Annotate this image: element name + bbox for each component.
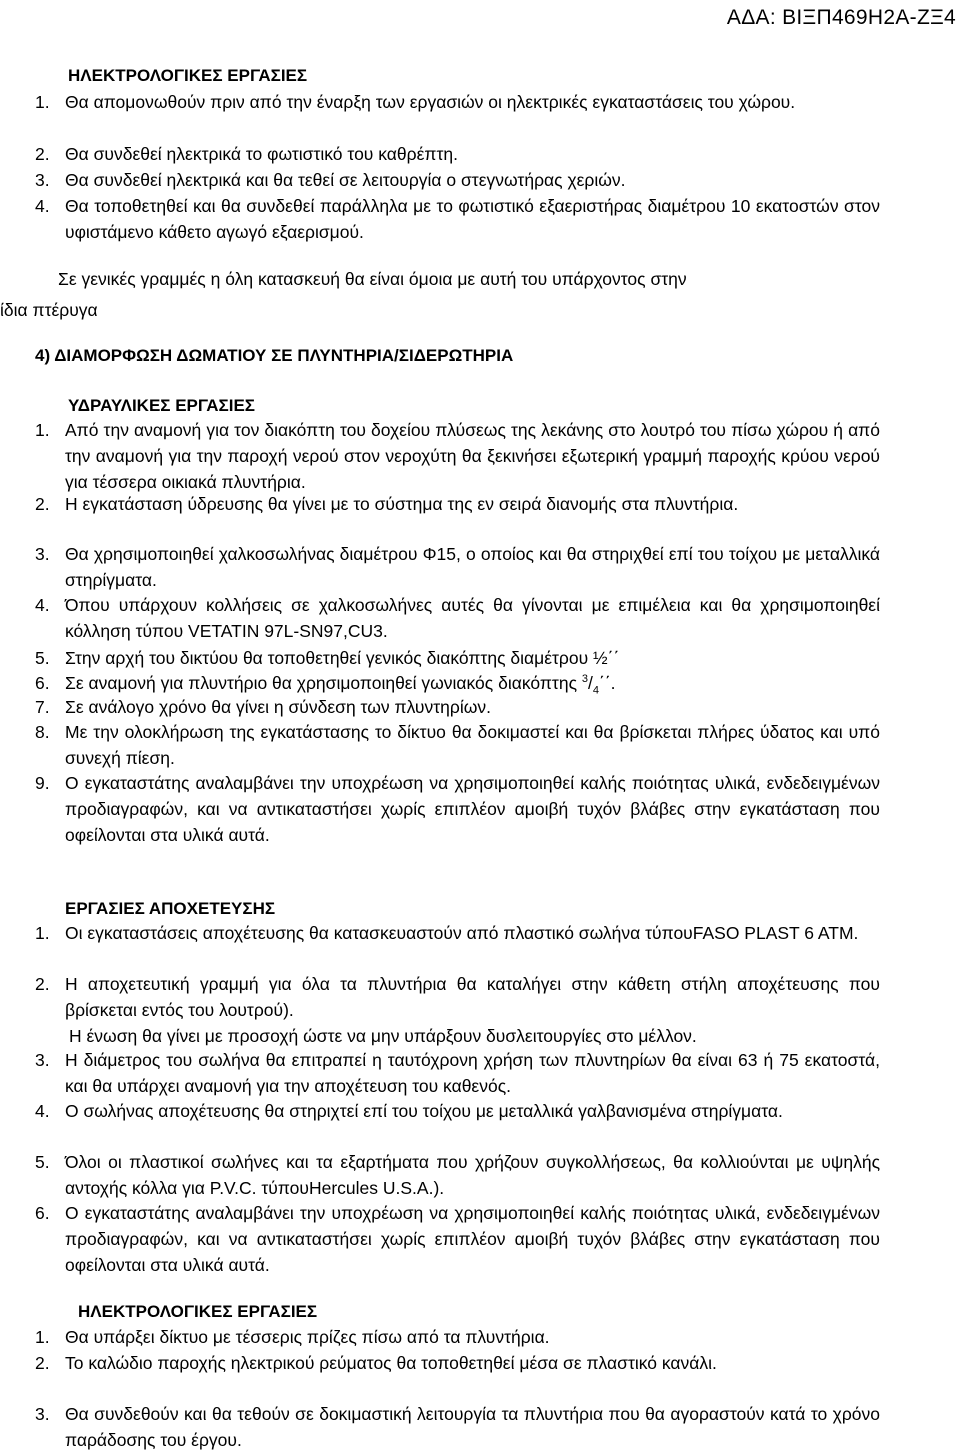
list-item: 5. Όλοι οι πλαστικοί σωλήνες και τα εξαρτήματα που χρήζουν συγκολλήσεως, θα κολλιούνται με υψηλής αντοχής κόλλα για P.V.C. τύπουHercules U.S.A.). <box>35 1152 880 1198</box>
list-item: 3. Θα συνδεθεί ηλεκτρικά και θα τεθεί σε λειτουργία ο στεγνωτήρας χεριών. <box>35 170 626 190</box>
list-item: 1. Οι εγκαταστάσεις αποχέτευσης θα κατασκευαστούν από πλαστικό σωλήνα τύπουFASO PLAST 6 ATM. <box>35 923 859 943</box>
list-item: 3. Η διάμετρος του σωλήνα θα επιτραπεί η ταυτόχρονη χρήση των πλυντηρίων θα είναι 63 ή 75 εκατοστά, και θα υπάρχει αναμονή για την αποχέτευση του καθενός. <box>35 1050 880 1096</box>
heading-plumbing: ΥΔΡΑΥΛΙΚΕΣ ΕΡΓΑΣΙΕΣ <box>68 396 256 415</box>
heading-electrical-2: ΗΛΕΚΤΡΟΛΟΓΙΚΕΣ ΕΡΓΑΣΙΕΣ <box>78 1302 318 1321</box>
list-item: 3. Θα συνδεθούν και θα τεθούν σε δοκιμαστική λειτουργία τα πλυντήρια που θα αγοραστούν κατά το χρόνο παράδοσης του έργου. <box>35 1404 880 1450</box>
list-item: 1. Θα υπάρξει δίκτυο με τέσσερις πρίζες πίσω από τα πλυντήρια. <box>35 1327 550 1347</box>
general-line-1: Σε γενικές γραμμές η όλη κατασκευή θα είναι όμοια με αυτή του υπάρχοντος στην <box>58 269 687 289</box>
list-item: 4. Ο σωλήνας αποχέτευσης θα στηριχτεί επί του τοίχου με μεταλλικά γαλβανισμένα στηρίγματα. <box>35 1101 783 1121</box>
list-item: 1. Θα απομονωθούν πριν από την έναρξη των εργασιών οι ηλεκτρικές εγκαταστάσεις του χώρου. <box>35 92 796 112</box>
list-item: 1. Από την αναμονή για τον διακόπτη του δοχείου πλύσεως της λεκάνης στο λουτρό του πίσω χώρου ή από την αναμονή για την παροχή νερού στον νεροχύτη θα ξεκινήσει εξωτερική γραμμή παροχής κρύου νερού για τέσσερα οικιακά πλυντήρια. <box>35 420 880 492</box>
list-item: 2. Το καλώδιο παροχής ηλεκτρικού ρεύματος θα τοποθετηθεί μέσα σε πλαστικό κανάλι. <box>35 1353 717 1373</box>
list-item: 2. Η αποχετευτική γραμμή για όλα τα πλυντήρια θα καταλήγει στην κάθετη στήλη αποχέτευσης που βρίσκεται εντός του λουτρού). Η ένωση θα γίνει με προσοχή ώστε να μην υπάρξουν δυσλειτουργίες στο μέλλον. <box>35 974 880 1046</box>
list-item: 6. Ο εγκαταστάτης αναλαμβάνει την υποχρέωση να χρησιμοποιηθεί καλής ποιότητας υλικά, ενδεδειγμένων προδιαγραφών, και να αντικαταστήσει χωρίς επιπλέον αμοιβή τυχόν βλάβες στην εγκατάσταση που οφείλονται στα υλικά αυτά. <box>35 1203 880 1275</box>
list-item: 9. Ο εγκαταστάτης αναλαμβάνει την υποχρέωση να χρησιμοποιηθεί καλής ποιότητας υλικά, ενδεδειγμένων προδιαγραφών, και να αντικαταστήσει χωρίς επιπλέον αμοιβή τυχόν βλάβες στην εγκατάσταση που οφείλονται στα υλικά αυτά. <box>35 773 880 845</box>
list-item: 6. Σε αναμονή για πλυντήριο θα χρησιμοποιηθεί γωνιακός διακόπτης $^3/_4΄΄$. <box>35 673 616 697</box>
section-title: 4) ΔΙΑΜΟΡΦΩΣΗ ΔΩΜΑΤΙΟΥ ΣΕ ΠΛΥΝΤΗΡΙΑ/ΣΙΔΕΡΩΤΗΡΙΑ <box>35 346 514 365</box>
list-item: 7. Σε ανάλογο χρόνο θα γίνει η σύνδεση των πλυντηρίων. <box>35 697 491 717</box>
list-item: 5. Στην αρχή του δικτύου θα τοποθετηθεί γενικός διακόπτης διαμέτρου ½΄΄ <box>35 648 620 668</box>
list-item: 4. Θα τοποθετηθεί και θα συνδεθεί παράλληλα με το φωτιστικό εξαεριστήρας διαμέτρου 10 εκατοστών στον υφιστάμενο κάθετο αγωγό εξαερισμού. <box>35 196 880 242</box>
list-item: 4. Όπου υπάρχουν κολλήσεις σε χαλκοσωλήνες αυτές θα γίνονται με επιμέλεια και θα χρησιμοποιηθεί κόλληση τύπου VETATIN 97L-SN97,CU3. <box>35 595 880 641</box>
list-item: 2. Θα συνδεθεί ηλεκτρικά το φωτιστικό του καθρέπτη. <box>35 144 458 164</box>
ada-code: ΑΔΑ: ΒΙΞΠ469Η2Α-ΖΞ4 <box>726 6 956 29</box>
heading-electrical-1: ΗΛΕΚΤΡΟΛΟΓΙΚΕΣ ΕΡΓΑΣΙΕΣ <box>68 66 308 85</box>
general-line-2: ίδια πτέρυγα <box>0 300 98 320</box>
list-item: 2. Η εγκατάσταση ύδρευσης θα γίνει με το σύστημα της εν σειρά διανομής στα πλυντήρια. <box>35 494 739 514</box>
list-item: 8. Με την ολοκλήρωση της εγκατάστασης το δίκτυο θα δοκιμαστεί και θα βρίσκεται πλήρες ύδατος και υπό συνεχή πίεση. <box>35 722 880 768</box>
list-item: 3. Θα χρησιμοποιηθεί χαλκοσωλήνας διαμέτρου Φ15, ο οποίος και θα στηριχθεί επί του τοίχου με μεταλλικά στηρίγματα. <box>35 544 880 590</box>
heading-drainage: ΕΡΓΑΣΙΕΣ ΑΠΟΧΕΤΕΥΣΗΣ <box>65 899 276 918</box>
